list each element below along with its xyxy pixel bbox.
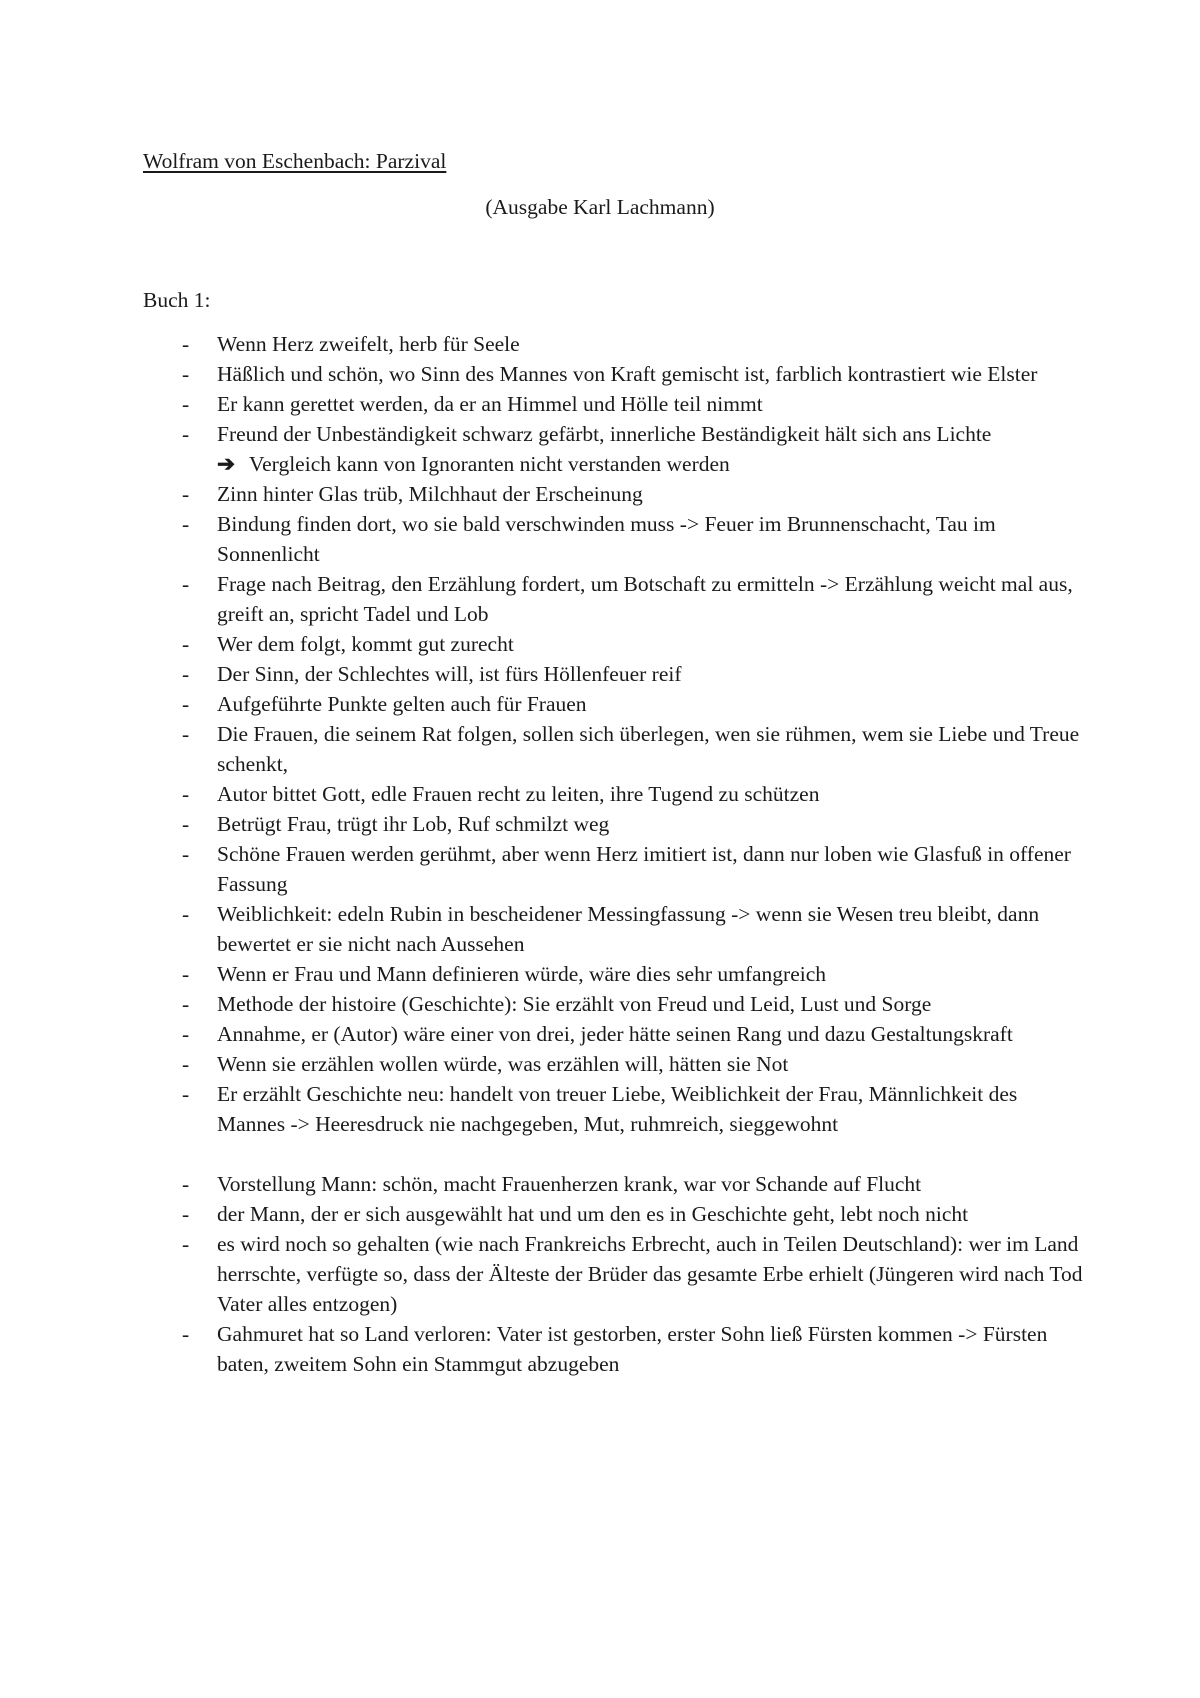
list-item xyxy=(0,689,1087,719)
list-item-text: Vorstellung Mann: schön, macht Frauenherzen krank, war vor Schande auf Flucht xyxy=(217,1172,922,1196)
document-title: Wolfram von Eschenbach: Parzival xyxy=(143,149,447,173)
list-item-text: Wenn Herz zweifelt, herb für Seele xyxy=(217,332,520,356)
list-item-text: Schöne Frauen werden gerühmt, aber wenn Herz imitiert ist, dann nur loben wie Glasfuß in offener Fassung xyxy=(217,842,1071,896)
list-item xyxy=(0,1169,1087,1199)
list-item-text: Der Sinn, der Schlechtes will, ist fürs Höllenfeuer reif xyxy=(217,662,682,686)
dash-bullet: - xyxy=(182,962,190,986)
dash-bullet: - xyxy=(182,1022,190,1046)
list-item-text: Häßlich und schön, wo Sinn des Mannes von Kraft gemischt ist, farblich kontrastiert wie Elster xyxy=(217,362,1038,386)
dash-bullet: - xyxy=(182,992,190,1016)
list-item xyxy=(0,1019,1087,1049)
list-item xyxy=(0,329,1087,359)
section-heading: Buch 1: xyxy=(143,288,211,312)
dash-bullet: - xyxy=(182,422,190,446)
list-item xyxy=(0,1079,1087,1139)
list-item-text: der Mann, der er sich ausgewählt hat und um den es in Geschichte geht, lebt noch nicht xyxy=(217,1202,969,1226)
dash-bullet: - xyxy=(182,332,190,356)
list-item xyxy=(0,359,1087,389)
list-item xyxy=(0,389,1087,419)
dash-bullet: - xyxy=(182,902,190,926)
list-item-text: Wenn sie erzählen wollen würde, was erzählen will, hätten sie Not xyxy=(217,1052,789,1076)
list-item xyxy=(0,1049,1087,1079)
list-item-text: Er erzählt Geschichte neu: handelt von treuer Liebe, Weiblichkeit der Frau, Männlichkeit des Mannes -> Heeresdruck nie nachgegeben, Mut, ruhmreich, sieggewohnt xyxy=(217,1082,1018,1136)
list-item xyxy=(0,719,1087,779)
dash-bullet: - xyxy=(182,1202,190,1226)
list-item-text: Annahme, er (Autor) wäre einer von drei, jeder hätte seinen Rang und dazu Gestaltungskraft xyxy=(217,1022,1013,1046)
dash-bullet: - xyxy=(182,692,190,716)
dash-bullet: - xyxy=(182,1232,190,1256)
list-subitem xyxy=(0,449,1087,479)
dash-bullet: - xyxy=(182,362,190,386)
dash-bullet: - xyxy=(182,662,190,686)
list-item-text: Methode der histoire (Geschichte): Sie erzählt von Freud und Leid, Lust und Sorge xyxy=(217,992,932,1016)
list-item xyxy=(0,839,1087,899)
list-item xyxy=(0,989,1087,1019)
dash-bullet: - xyxy=(182,722,190,746)
document-subtitle: (Ausgabe Karl Lachmann) xyxy=(485,195,715,219)
list-item xyxy=(0,569,1087,629)
dash-bullet: - xyxy=(182,1322,190,1346)
dash-bullet: - xyxy=(182,1082,190,1106)
list-item xyxy=(0,1319,1087,1379)
dash-bullet: - xyxy=(182,632,190,656)
list-item-text: Gahmuret hat so Land verloren: Vater ist gestorben, erster Sohn ließ Fürsten kommen -> Fürsten baten, zweitem Sohn ein Stammgut abzugeben xyxy=(217,1322,1048,1376)
list-item xyxy=(0,629,1087,659)
list-item xyxy=(0,1229,1087,1319)
notes-list xyxy=(0,329,1200,1379)
list-item xyxy=(0,659,1087,689)
list-item-text: Freund der Unbeständigkeit schwarz gefärbt, innerliche Beständigkeit hält sich ans Lichte xyxy=(217,422,992,446)
list-item-text: Weiblichkeit: edeln Rubin in bescheidener Messingfassung -> wenn sie Wesen treu bleibt, dann bewertet er sie nicht nach Aussehen xyxy=(217,902,1040,956)
list-item-text: Bindung finden dort, wo sie bald verschwinden muss -> Feuer im Brunnenschacht, Tau im Sonnenlicht xyxy=(217,512,996,566)
list-spacer xyxy=(0,1139,1200,1169)
list-item-text: Die Frauen, die seinem Rat folgen, sollen sich überlegen, wen sie rühmen, wem sie Liebe und Treue schenkt, xyxy=(217,722,1080,776)
list-item-text: Zinn hinter Glas trüb, Milchhaut der Erscheinung xyxy=(217,482,643,506)
list-item xyxy=(0,509,1087,569)
dash-bullet: - xyxy=(182,482,190,506)
list-item xyxy=(0,779,1087,809)
list-item-text: Autor bittet Gott, edle Frauen recht zu leiten, ihre Tugend zu schützen xyxy=(217,782,820,806)
list-item xyxy=(0,479,1087,509)
dash-bullet: - xyxy=(182,512,190,536)
list-item xyxy=(0,899,1087,959)
list-item xyxy=(0,809,1087,839)
list-item xyxy=(0,419,1087,449)
dash-bullet: - xyxy=(182,842,190,866)
list-item-text: Frage nach Beitrag, den Erzählung fordert, um Botschaft zu ermitteln -> Erzählung weicht mal aus, greift an, spricht Tadel und Lob xyxy=(217,572,1073,626)
list-item-text: Aufgeführte Punkte gelten auch für Frauen xyxy=(217,692,587,716)
dash-bullet: - xyxy=(182,1052,190,1076)
dash-bullet: - xyxy=(182,812,190,836)
list-item-text: Betrügt Frau, trügt ihr Lob, Ruf schmilzt weg xyxy=(217,812,610,836)
dash-bullet: - xyxy=(182,782,190,806)
dash-bullet: - xyxy=(182,572,190,596)
list-item xyxy=(0,1199,1087,1229)
arrow-right-icon: ➔ xyxy=(217,452,236,476)
list-item-text: Wer dem folgt, kommt gut zurecht xyxy=(217,632,514,656)
list-item xyxy=(0,959,1087,989)
list-item-text: es wird noch so gehalten (wie nach Frankreichs Erbrecht, auch in Teilen Deutschland): wer im Land herrschte, verfügte so, dass der Älteste der Brüder das gesamte Erbe erhielt (Jüngeren wird nach Tod Vater alles entzogen) xyxy=(217,1232,1083,1316)
list-item-text: Er kann gerettet werden, da er an Himmel und Hölle teil nimmt xyxy=(217,392,763,416)
list-item-text: Vergleich kann von Ignoranten nicht verstanden werden xyxy=(249,452,730,476)
dash-bullet: - xyxy=(182,1172,190,1196)
dash-bullet: - xyxy=(182,392,190,416)
list-item-text: Wenn er Frau und Mann definieren würde, wäre dies sehr umfangreich xyxy=(217,962,827,986)
